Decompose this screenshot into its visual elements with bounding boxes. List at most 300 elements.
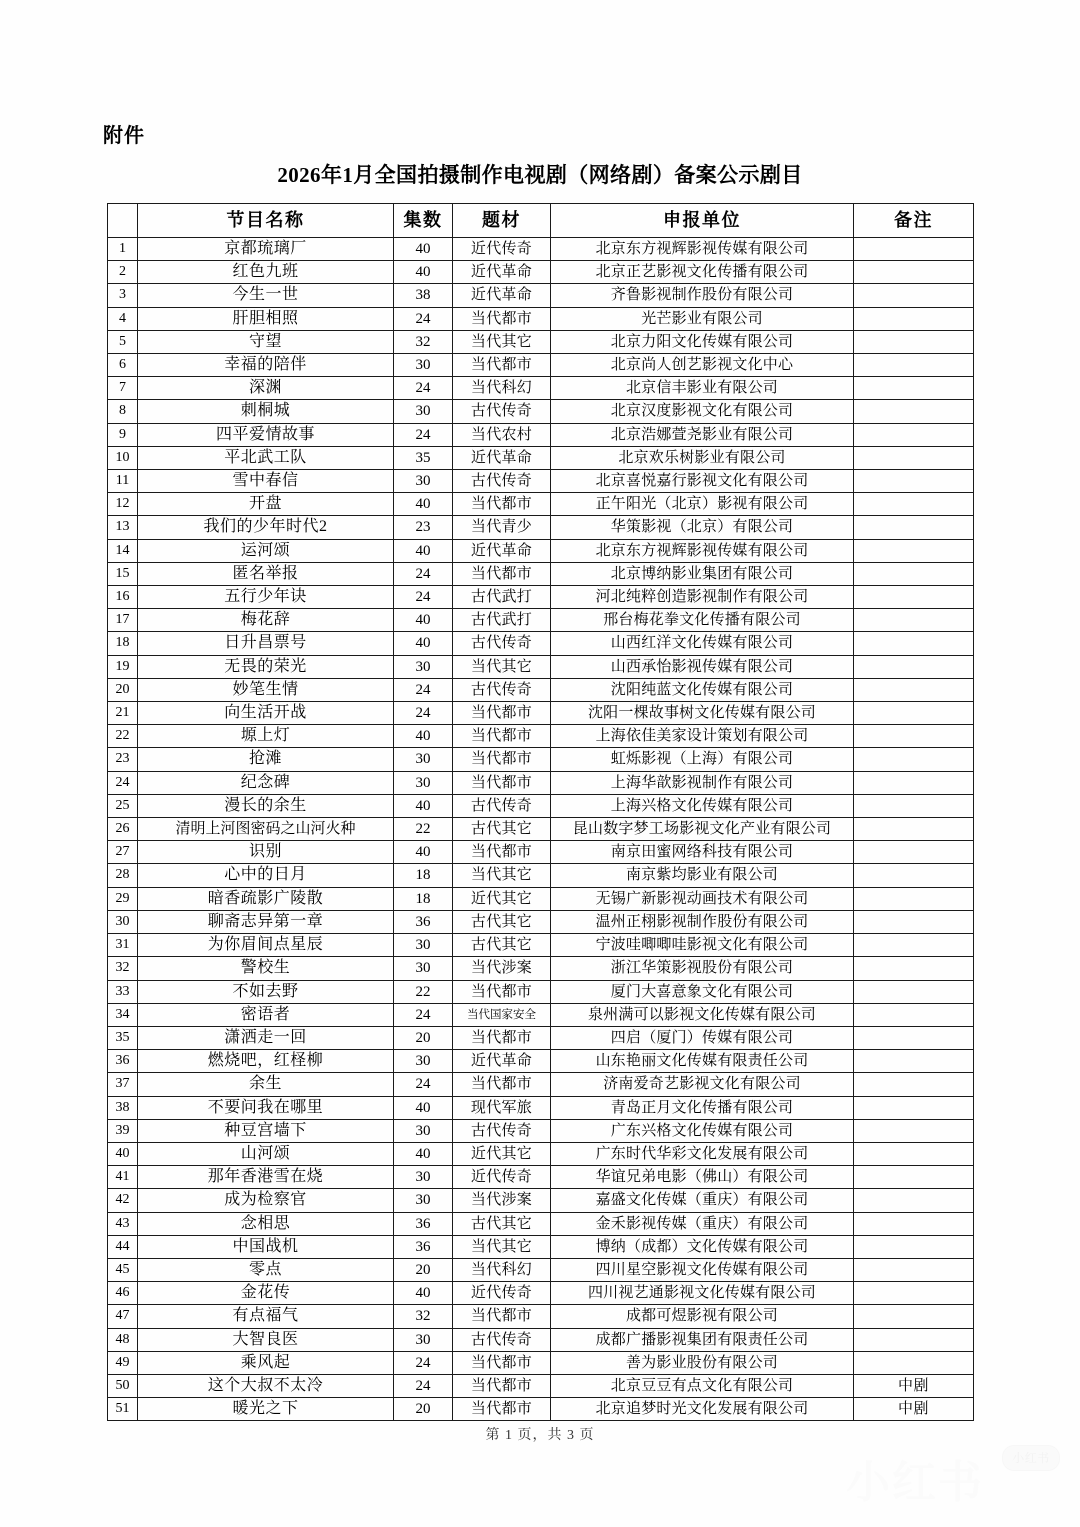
cell-applicant-unit: 山西红洋文化传媒有限公司 <box>551 632 854 655</box>
cell-index: 37 <box>108 1073 138 1096</box>
cell-episodes: 30 <box>394 957 453 980</box>
cell-remark <box>854 238 974 261</box>
cell-index: 15 <box>108 562 138 585</box>
cell-genre: 古代其它 <box>453 818 551 841</box>
cell-genre: 古代传奇 <box>453 678 551 701</box>
cell-episodes: 32 <box>394 330 453 353</box>
cell-episodes: 24 <box>394 562 453 585</box>
cell-episodes: 40 <box>394 841 453 864</box>
cell-episodes: 30 <box>394 934 453 957</box>
cell-index: 47 <box>108 1305 138 1328</box>
cell-program-name: 京都琉璃厂 <box>138 238 394 261</box>
cell-index: 42 <box>108 1189 138 1212</box>
cell-applicant-unit: 温州正栩影视制作股份有限公司 <box>551 910 854 933</box>
cell-applicant-unit: 北京欢乐树影业有限公司 <box>551 446 854 469</box>
cell-remark <box>854 1328 974 1351</box>
table-row <box>108 330 974 353</box>
cell-remark <box>854 377 974 400</box>
cell-genre: 当代农村 <box>453 423 551 446</box>
table-header-row <box>108 204 974 238</box>
cell-episodes: 30 <box>394 1050 453 1073</box>
table-row <box>108 284 974 307</box>
cell-program-name: 暗香疏影广陵散 <box>138 887 394 910</box>
cell-episodes: 24 <box>394 1073 453 1096</box>
cell-episodes: 18 <box>394 887 453 910</box>
cell-program-name: 妙笔生情 <box>138 678 394 701</box>
cell-index: 29 <box>108 887 138 910</box>
watermark-badge: 小红书 <box>1002 1445 1060 1471</box>
cell-program-name: 燃烧吧，红柽柳 <box>138 1050 394 1073</box>
table-row <box>108 748 974 771</box>
cell-episodes: 40 <box>394 539 453 562</box>
table-row <box>108 493 974 516</box>
table-row <box>108 1026 974 1049</box>
cell-applicant-unit: 上海依佳美家设计策划有限公司 <box>551 725 854 748</box>
cell-episodes: 18 <box>394 864 453 887</box>
cell-genre: 近代传奇 <box>453 1282 551 1305</box>
table-row <box>108 1050 974 1073</box>
cell-program-name: 开盘 <box>138 493 394 516</box>
cell-remark <box>854 1003 974 1026</box>
cell-episodes: 40 <box>394 794 453 817</box>
cell-applicant-unit: 宁波哇唧唧哇影视文化有限公司 <box>551 934 854 957</box>
cell-program-name: 纪念碑 <box>138 771 394 794</box>
cell-applicant-unit: 南京紫均影业有限公司 <box>551 864 854 887</box>
cell-index: 41 <box>108 1166 138 1189</box>
cell-episodes: 24 <box>394 423 453 446</box>
cell-remark <box>854 330 974 353</box>
cell-applicant-unit: 北京汉度影视文化有限公司 <box>551 400 854 423</box>
cell-program-name: 向生活开战 <box>138 702 394 725</box>
cell-applicant-unit: 沈阳一棵故事树文化传媒有限公司 <box>551 702 854 725</box>
cell-program-name: 匿名举报 <box>138 562 394 585</box>
table-row <box>108 307 974 330</box>
cell-episodes: 40 <box>394 1142 453 1165</box>
table-row <box>108 609 974 632</box>
cell-index: 32 <box>108 957 138 980</box>
cell-episodes: 36 <box>394 1212 453 1235</box>
cell-index: 36 <box>108 1050 138 1073</box>
table-row <box>108 794 974 817</box>
cell-episodes: 24 <box>394 307 453 330</box>
cell-episodes: 24 <box>394 377 453 400</box>
cell-episodes: 20 <box>394 1258 453 1281</box>
table-row <box>108 934 974 957</box>
cell-index: 8 <box>108 400 138 423</box>
cell-remark <box>854 1026 974 1049</box>
cell-remark <box>854 539 974 562</box>
cell-program-name: 平北武工队 <box>138 446 394 469</box>
cell-index: 2 <box>108 261 138 284</box>
table-row <box>108 1305 974 1328</box>
cell-genre: 近代革命 <box>453 284 551 307</box>
cell-program-name: 心中的日月 <box>138 864 394 887</box>
cell-applicant-unit: 四川星空影视文化传媒有限公司 <box>551 1258 854 1281</box>
cell-applicant-unit: 光芒影业有限公司 <box>551 307 854 330</box>
cell-episodes: 23 <box>394 516 453 539</box>
cell-applicant-unit: 泉州满可以影视文化传媒有限公司 <box>551 1003 854 1026</box>
cell-genre: 古代传奇 <box>453 470 551 493</box>
column-header-name: 节目名称 <box>138 204 394 238</box>
table-row <box>108 702 974 725</box>
table-row <box>108 354 974 377</box>
cell-program-name: 四平爱情故事 <box>138 423 394 446</box>
table-row <box>108 1328 974 1351</box>
cell-genre: 近代革命 <box>453 261 551 284</box>
cell-applicant-unit: 北京正艺影视文化传播有限公司 <box>551 261 854 284</box>
cell-episodes: 40 <box>394 1282 453 1305</box>
cell-applicant-unit: 上海兴格文化传媒有限公司 <box>551 794 854 817</box>
cell-index: 44 <box>108 1235 138 1258</box>
cell-remark <box>854 400 974 423</box>
cell-applicant-unit: 厦门大喜意象文化有限公司 <box>551 980 854 1003</box>
cell-program-name: 金花传 <box>138 1282 394 1305</box>
cell-episodes: 30 <box>394 470 453 493</box>
cell-applicant-unit: 北京豆豆有点文化有限公司 <box>551 1374 854 1397</box>
table-row <box>108 864 974 887</box>
cell-program-name: 雪中春信 <box>138 470 394 493</box>
cell-applicant-unit: 济南爱奇艺影视文化有限公司 <box>551 1073 854 1096</box>
cell-program-name: 潇洒走一回 <box>138 1026 394 1049</box>
cell-program-name: 运河颂 <box>138 539 394 562</box>
cell-applicant-unit: 齐鲁影视制作股份有限公司 <box>551 284 854 307</box>
cell-index: 40 <box>108 1142 138 1165</box>
cell-episodes: 30 <box>394 354 453 377</box>
cell-genre: 古代传奇 <box>453 1328 551 1351</box>
cell-remark <box>854 1189 974 1212</box>
cell-remark <box>854 307 974 330</box>
cell-applicant-unit: 北京东方视辉影视传媒有限公司 <box>551 539 854 562</box>
cell-genre: 当代都市 <box>453 307 551 330</box>
cell-remark <box>854 957 974 980</box>
cell-genre: 近代传奇 <box>453 1166 551 1189</box>
cell-applicant-unit: 正午阳光（北京）影视有限公司 <box>551 493 854 516</box>
cell-index: 3 <box>108 284 138 307</box>
cell-program-name: 幸福的陪伴 <box>138 354 394 377</box>
cell-remark <box>854 748 974 771</box>
cell-remark: 中剧 <box>854 1398 974 1421</box>
cell-applicant-unit: 成都可煜影视有限公司 <box>551 1305 854 1328</box>
cell-applicant-unit: 博纳（成都）文化传媒有限公司 <box>551 1235 854 1258</box>
cell-genre: 当代都市 <box>453 771 551 794</box>
cell-episodes: 32 <box>394 1305 453 1328</box>
cell-genre: 古代传奇 <box>453 794 551 817</box>
cell-index: 1 <box>108 238 138 261</box>
cell-genre: 当代青少 <box>453 516 551 539</box>
cell-episodes: 30 <box>394 748 453 771</box>
cell-index: 4 <box>108 307 138 330</box>
cell-remark <box>854 516 974 539</box>
cell-episodes: 40 <box>394 725 453 748</box>
cell-remark <box>854 818 974 841</box>
cell-remark <box>854 1142 974 1165</box>
cell-index: 16 <box>108 586 138 609</box>
cell-index: 46 <box>108 1282 138 1305</box>
cell-episodes: 24 <box>394 678 453 701</box>
cell-applicant-unit: 河北纯粹创造影视制作有限公司 <box>551 586 854 609</box>
cell-episodes: 40 <box>394 261 453 284</box>
cell-applicant-unit: 四川视艺通影视文化传媒有限公司 <box>551 1282 854 1305</box>
table-body <box>108 238 974 1421</box>
cell-genre: 古代传奇 <box>453 400 551 423</box>
table-row <box>108 818 974 841</box>
cell-remark <box>854 632 974 655</box>
cell-applicant-unit: 青岛正月文化传播有限公司 <box>551 1096 854 1119</box>
cell-remark <box>854 1050 974 1073</box>
cell-remark <box>854 446 974 469</box>
cell-program-name: 日升昌票号 <box>138 632 394 655</box>
cell-remark <box>854 678 974 701</box>
cell-program-name: 今生一世 <box>138 284 394 307</box>
table-row <box>108 1073 974 1096</box>
cell-applicant-unit: 北京喜悦嘉行影视文化有限公司 <box>551 470 854 493</box>
cell-genre: 当代都市 <box>453 1398 551 1421</box>
cell-genre: 当代其它 <box>453 1235 551 1258</box>
cell-genre: 当代其它 <box>453 655 551 678</box>
cell-genre: 现代军旅 <box>453 1096 551 1119</box>
cell-applicant-unit: 北京追梦时光文化发展有限公司 <box>551 1398 854 1421</box>
cell-remark <box>854 1166 974 1189</box>
cell-genre: 近代其它 <box>453 1142 551 1165</box>
cell-applicant-unit: 北京浩娜萱尧影业有限公司 <box>551 423 854 446</box>
cell-program-name: 有点福气 <box>138 1305 394 1328</box>
cell-genre: 当代都市 <box>453 748 551 771</box>
cell-index: 7 <box>108 377 138 400</box>
cell-program-name: 零点 <box>138 1258 394 1281</box>
cell-remark <box>854 794 974 817</box>
cell-remark <box>854 261 974 284</box>
cell-episodes: 40 <box>394 609 453 632</box>
cell-index: 34 <box>108 1003 138 1026</box>
cell-remark <box>854 470 974 493</box>
cell-program-name: 暖光之下 <box>138 1398 394 1421</box>
table-row <box>108 423 974 446</box>
cell-index: 24 <box>108 771 138 794</box>
table-row <box>108 586 974 609</box>
table-row <box>108 238 974 261</box>
cell-index: 9 <box>108 423 138 446</box>
cell-applicant-unit: 山西承怡影视传媒有限公司 <box>551 655 854 678</box>
cell-program-name: 乘风起 <box>138 1351 394 1374</box>
table-row <box>108 1235 974 1258</box>
program-listing-table <box>107 203 974 1421</box>
cell-program-name: 刺桐城 <box>138 400 394 423</box>
cell-program-name: 塬上灯 <box>138 725 394 748</box>
cell-genre: 当代都市 <box>453 725 551 748</box>
cell-program-name: 抢滩 <box>138 748 394 771</box>
cell-remark <box>854 1096 974 1119</box>
table-row <box>108 1119 974 1142</box>
cell-applicant-unit: 昆山数字梦工场影视文化产业有限公司 <box>551 818 854 841</box>
cell-index: 25 <box>108 794 138 817</box>
cell-genre: 古代传奇 <box>453 1119 551 1142</box>
cell-episodes: 30 <box>394 1328 453 1351</box>
cell-episodes: 24 <box>394 1351 453 1374</box>
cell-genre: 当代涉案 <box>453 1189 551 1212</box>
column-header-genre: 题材 <box>453 204 551 238</box>
cell-genre: 当代科幻 <box>453 377 551 400</box>
table-row <box>108 1166 974 1189</box>
cell-remark <box>854 284 974 307</box>
cell-episodes: 20 <box>394 1026 453 1049</box>
table-row <box>108 771 974 794</box>
cell-applicant-unit: 北京博纳影业集团有限公司 <box>551 562 854 585</box>
cell-remark <box>854 1235 974 1258</box>
cell-episodes: 30 <box>394 655 453 678</box>
cell-episodes: 40 <box>394 632 453 655</box>
cell-episodes: 30 <box>394 400 453 423</box>
cell-index: 21 <box>108 702 138 725</box>
cell-genre: 古代武打 <box>453 586 551 609</box>
cell-genre: 近代传奇 <box>453 238 551 261</box>
cell-genre: 当代都市 <box>453 702 551 725</box>
cell-genre: 近代革命 <box>453 1050 551 1073</box>
cell-remark <box>854 980 974 1003</box>
column-header-episodes: 集数 <box>394 204 453 238</box>
page-footer: 第 1 页，共 3 页 <box>485 1428 595 1443</box>
cell-index: 6 <box>108 354 138 377</box>
table-row <box>108 980 974 1003</box>
cell-remark <box>854 1351 974 1374</box>
cell-episodes: 38 <box>394 284 453 307</box>
cell-remark <box>854 586 974 609</box>
cell-applicant-unit: 沈阳纯蓝文化传媒有限公司 <box>551 678 854 701</box>
cell-index: 17 <box>108 609 138 632</box>
cell-remark <box>854 423 974 446</box>
cell-index: 31 <box>108 934 138 957</box>
cell-program-name: 不如去野 <box>138 980 394 1003</box>
cell-genre: 当代国家安全 <box>453 1003 551 1026</box>
cell-program-name: 深渊 <box>138 377 394 400</box>
table-row <box>108 841 974 864</box>
table-row <box>108 446 974 469</box>
cell-genre: 当代其它 <box>453 864 551 887</box>
cell-index: 45 <box>108 1258 138 1281</box>
cell-applicant-unit: 善为影业股份有限公司 <box>551 1351 854 1374</box>
cell-genre: 当代都市 <box>453 493 551 516</box>
cell-genre: 当代都市 <box>453 1026 551 1049</box>
cell-applicant-unit: 金禾影视传媒（重庆）有限公司 <box>551 1212 854 1235</box>
cell-genre: 当代都市 <box>453 1374 551 1397</box>
cell-genre: 当代科幻 <box>453 1258 551 1281</box>
table-row <box>108 400 974 423</box>
cell-genre: 当代都市 <box>453 841 551 864</box>
cell-program-name: 守望 <box>138 330 394 353</box>
cell-episodes: 40 <box>394 493 453 516</box>
cell-genre: 近代其它 <box>453 887 551 910</box>
cell-episodes: 36 <box>394 1235 453 1258</box>
cell-remark <box>854 1258 974 1281</box>
cell-applicant-unit: 虹烁影视（上海）有限公司 <box>551 748 854 771</box>
cell-index: 18 <box>108 632 138 655</box>
cell-genre: 古代其它 <box>453 910 551 933</box>
cell-index: 27 <box>108 841 138 864</box>
cell-program-name: 漫长的余生 <box>138 794 394 817</box>
cell-index: 28 <box>108 864 138 887</box>
cell-index: 35 <box>108 1026 138 1049</box>
cell-program-name: 无畏的荣光 <box>138 655 394 678</box>
cell-remark <box>854 725 974 748</box>
cell-genre: 当代都市 <box>453 354 551 377</box>
cell-episodes: 22 <box>394 818 453 841</box>
cell-episodes: 30 <box>394 1189 453 1212</box>
cell-episodes: 30 <box>394 771 453 794</box>
cell-remark <box>854 1119 974 1142</box>
cell-applicant-unit: 北京尚人创艺影视文化中心 <box>551 354 854 377</box>
cell-remark <box>854 1073 974 1096</box>
cell-episodes: 36 <box>394 910 453 933</box>
cell-applicant-unit: 上海华歆影视制作有限公司 <box>551 771 854 794</box>
column-header-index <box>108 204 138 238</box>
cell-applicant-unit: 北京信丰影业有限公司 <box>551 377 854 400</box>
cell-applicant-unit: 广东兴格文化传媒有限公司 <box>551 1119 854 1142</box>
cell-program-name: 警校生 <box>138 957 394 980</box>
table-header <box>108 204 974 238</box>
cell-episodes: 35 <box>394 446 453 469</box>
table-row <box>108 1374 974 1397</box>
cell-program-name: 五行少年诀 <box>138 586 394 609</box>
page-title: 2026年1月全国拍摄制作电视剧（网络剧）备案公示剧目 <box>277 163 803 187</box>
cell-index: 11 <box>108 470 138 493</box>
cell-episodes: 22 <box>394 980 453 1003</box>
cell-index: 20 <box>108 678 138 701</box>
cell-applicant-unit: 邢台梅花拳文化传播有限公司 <box>551 609 854 632</box>
cell-genre: 近代革命 <box>453 539 551 562</box>
cell-program-name: 肝胆相照 <box>138 307 394 330</box>
table-row <box>108 1282 974 1305</box>
cell-applicant-unit: 无锡广新影视动画技术有限公司 <box>551 887 854 910</box>
cell-index: 51 <box>108 1398 138 1421</box>
cell-remark <box>854 655 974 678</box>
attachment-label: 附件 <box>103 125 145 147</box>
cell-applicant-unit: 广东时代华彩文化发展有限公司 <box>551 1142 854 1165</box>
cell-remark <box>854 887 974 910</box>
cell-genre: 当代涉案 <box>453 957 551 980</box>
table-row <box>108 261 974 284</box>
table-row <box>108 910 974 933</box>
cell-genre: 近代革命 <box>453 446 551 469</box>
cell-applicant-unit: 北京力阳文化传媒有限公司 <box>551 330 854 353</box>
cell-genre: 当代其它 <box>453 330 551 353</box>
cell-index: 39 <box>108 1119 138 1142</box>
table-row <box>108 1351 974 1374</box>
cell-genre: 当代都市 <box>453 980 551 1003</box>
table-row <box>108 1258 974 1281</box>
cell-index: 5 <box>108 330 138 353</box>
cell-program-name: 密语者 <box>138 1003 394 1026</box>
table-row <box>108 1212 974 1235</box>
cell-index: 22 <box>108 725 138 748</box>
cell-genre: 古代传奇 <box>453 632 551 655</box>
cell-program-name: 种豆宫墙下 <box>138 1119 394 1142</box>
table-row <box>108 516 974 539</box>
cell-index: 26 <box>108 818 138 841</box>
cell-remark <box>854 934 974 957</box>
cell-remark <box>854 1305 974 1328</box>
cell-index: 38 <box>108 1096 138 1119</box>
table-row <box>108 1398 974 1421</box>
cell-applicant-unit: 四启（厦门）传媒有限公司 <box>551 1026 854 1049</box>
cell-index: 50 <box>108 1374 138 1397</box>
cell-episodes: 40 <box>394 1096 453 1119</box>
cell-remark <box>854 609 974 632</box>
table-row <box>108 1096 974 1119</box>
cell-genre: 当代都市 <box>453 562 551 585</box>
cell-index: 13 <box>108 516 138 539</box>
cell-episodes: 40 <box>394 238 453 261</box>
cell-remark <box>854 841 974 864</box>
cell-genre: 古代其它 <box>453 934 551 957</box>
